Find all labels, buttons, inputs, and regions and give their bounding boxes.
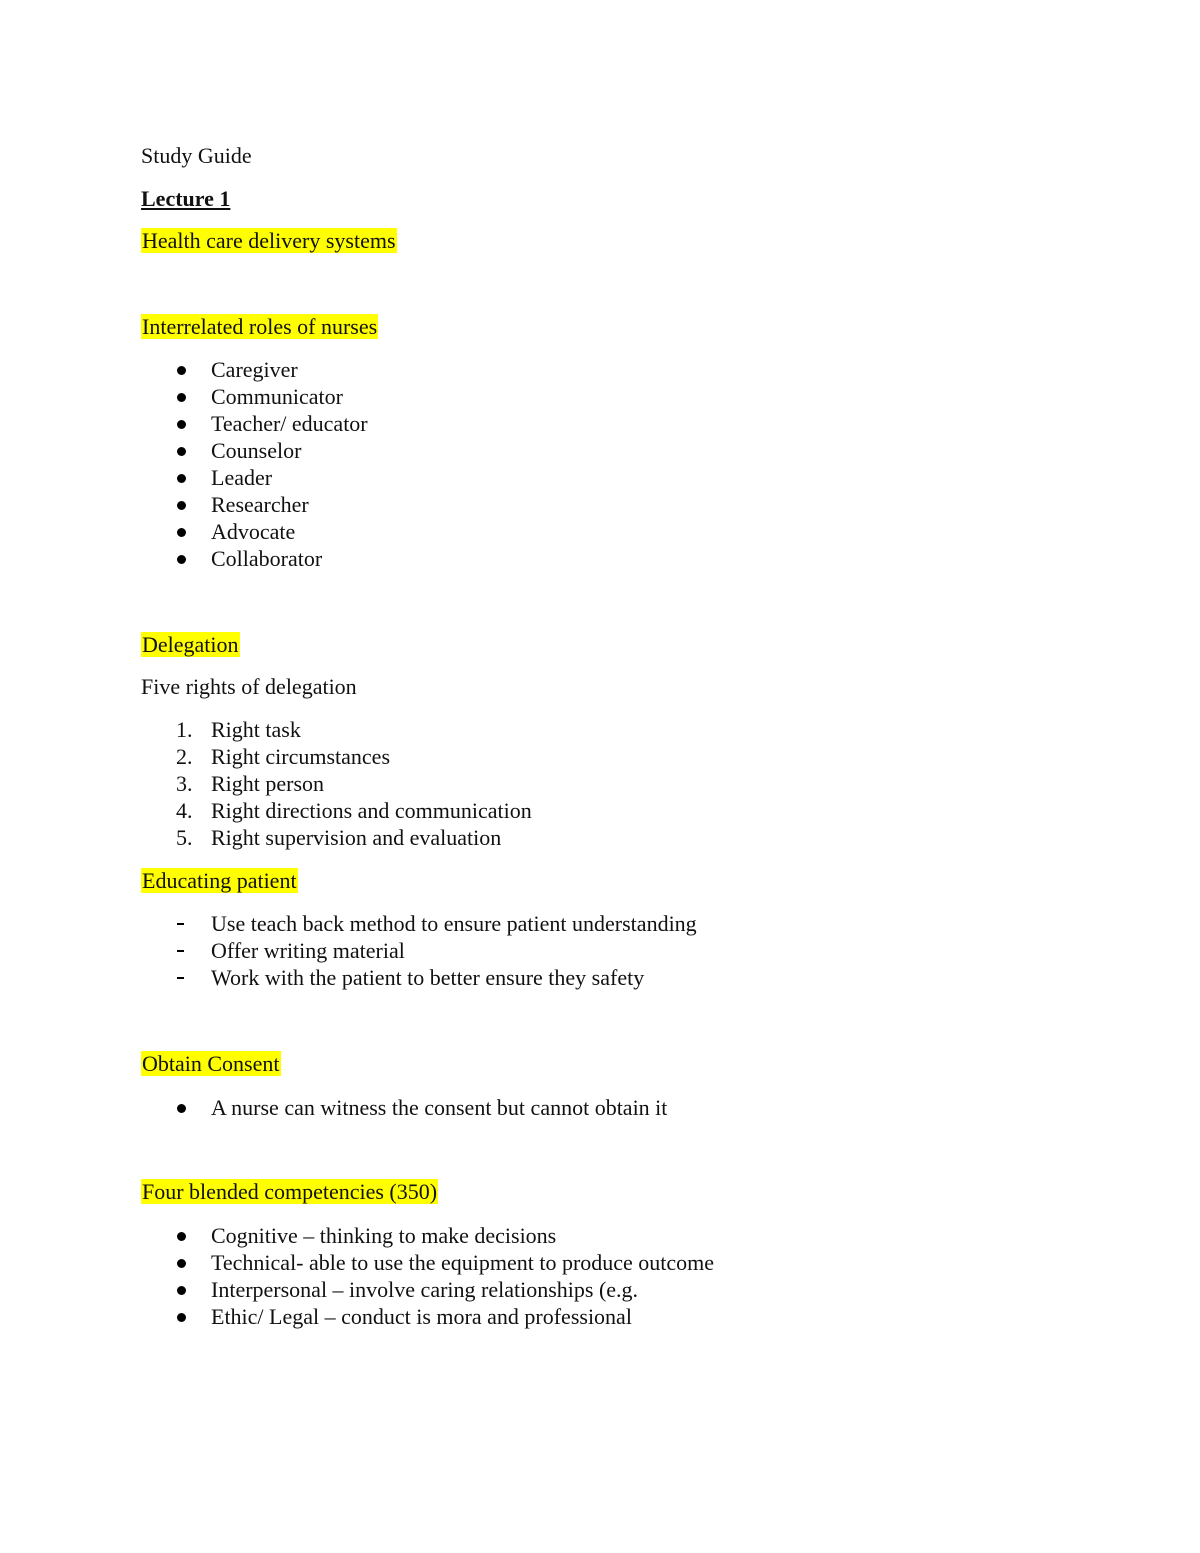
document-title: Study Guide bbox=[141, 143, 252, 168]
bullet-icon bbox=[177, 1286, 186, 1295]
highlight: Delegation bbox=[142, 632, 239, 657]
dash-bullet-icon bbox=[177, 923, 184, 925]
section-heading-delegation bbox=[141, 631, 240, 659]
highlight: Four blended competencies (350) bbox=[142, 1179, 438, 1204]
section-heading-health-care bbox=[141, 227, 397, 255]
section-heading-educating bbox=[141, 867, 298, 895]
section-heading-roles bbox=[141, 313, 378, 341]
document-page: Study Guide Lecture 1 Health care delivery systems Interrelated roles of nurses Caregiver Communicator Teacher/ educator Counselor Leader Researcher Advocate Collaborator Delegation Five rights of delegation 1. Right task 2. Right circumstances 3. Right person 4. Right directions and communication 5. Right supervision and evaluation Educating patient Use teach back method to ensure patient understanding Offer writing material Work with the patient to better ensure they safety Obtain Consent A nurse can witness the consent but cannot obtain it Four blended competencies (350) Cognitive – thinking to make decisions Technical- able to use the equipment to produce outcome Interpersonal – involve caring relationships (e.g. Ethic/ Legal – conduct is mora and professional bbox=[141, 143, 715, 1329]
lecture-heading: Lecture 1 bbox=[141, 186, 231, 211]
highlight: Educating patient bbox=[142, 868, 297, 893]
bullet-icon bbox=[177, 1313, 186, 1322]
bullet-icon bbox=[177, 1232, 186, 1241]
bullet-icon bbox=[177, 474, 186, 483]
highlight: Health care delivery systems bbox=[142, 228, 396, 253]
delegation-intro: Five rights of delegation bbox=[141, 674, 357, 699]
bullet-icon bbox=[177, 393, 186, 402]
highlight: Interrelated roles of nurses bbox=[142, 314, 378, 339]
bullet-icon bbox=[177, 1104, 186, 1113]
bullet-icon bbox=[177, 501, 186, 510]
bullet-icon bbox=[177, 366, 186, 375]
bullet-icon bbox=[177, 1259, 186, 1268]
dash-bullet-icon bbox=[177, 950, 184, 952]
section-heading-consent bbox=[141, 1050, 281, 1078]
bullet-icon bbox=[177, 555, 186, 564]
bullet-icon bbox=[177, 447, 186, 456]
dash-bullet-icon bbox=[177, 977, 184, 979]
section-heading-competencies bbox=[141, 1178, 438, 1206]
highlight: Obtain Consent bbox=[142, 1051, 280, 1076]
bullet-icon bbox=[177, 420, 186, 429]
bullet-icon bbox=[177, 528, 186, 537]
